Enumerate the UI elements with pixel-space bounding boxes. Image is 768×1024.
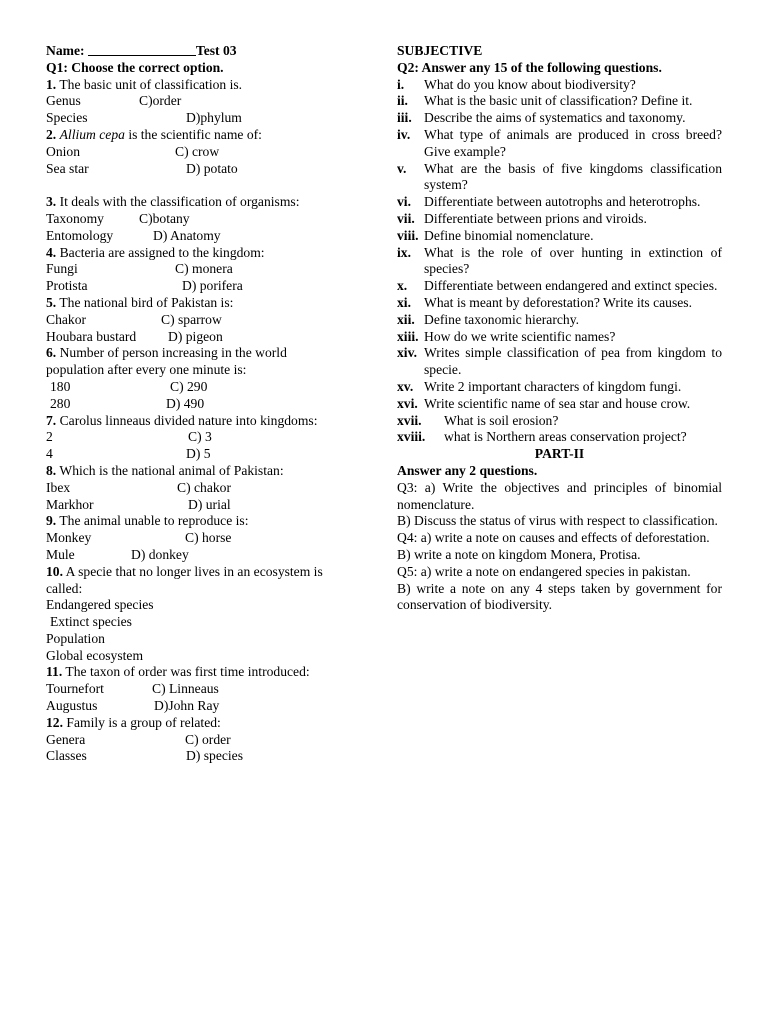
q2-heading: Q2: Answer any 15 of the following questions. (397, 59, 662, 75)
mcq-list (46, 77, 364, 766)
question-text: The taxon of order was first time introduced: (65, 664, 310, 680)
option[interactable]: 2 (46, 429, 53, 445)
option[interactable]: Houbara bustard (46, 328, 137, 344)
option[interactable]: C) 290 (170, 378, 208, 394)
option[interactable]: Species (46, 110, 88, 126)
question-stem (46, 245, 364, 262)
option-row (46, 211, 364, 228)
option-row (46, 396, 364, 413)
short-question-number: iii. (397, 110, 412, 126)
option[interactable]: Genus (46, 93, 81, 109)
option[interactable]: D) urial (188, 496, 231, 512)
option[interactable]: Markhor (46, 496, 94, 512)
short-question-text: What is the basic unit of classification? Define it. (424, 93, 693, 109)
short-question-number: xvi. (397, 395, 418, 411)
short-question-list (397, 77, 722, 447)
question-text: Carolus linneaus divided nature into kingdoms: (59, 412, 318, 428)
option[interactable]: 180 (50, 378, 71, 394)
option-row (46, 446, 364, 463)
option[interactable]: Fungi (46, 261, 78, 277)
short-question (397, 345, 722, 379)
short-question (397, 295, 722, 312)
short-question-text: Differentiate between autotrophs and heterotrophs. (424, 194, 701, 210)
option-row (46, 329, 364, 346)
question-number: 12. (46, 714, 63, 730)
question-text: is the scientific name of: (124, 126, 262, 142)
question-stem (46, 345, 364, 362)
short-question-text: Write 2 important characters of kingdom fungi. (424, 378, 682, 394)
option[interactable]: Population (46, 630, 105, 646)
option[interactable]: C) 3 (188, 429, 212, 445)
option[interactable]: D)phylum (186, 110, 242, 126)
option[interactable]: Entomology (46, 227, 114, 243)
short-question-text: What is soil erosion? (444, 412, 559, 428)
option[interactable]: Chakor (46, 311, 87, 327)
question-text: Family is a group of related: (66, 714, 221, 730)
option[interactable]: Protista (46, 278, 88, 294)
option-row (46, 698, 364, 715)
question-stem (46, 463, 364, 480)
short-question-number: ix. (397, 244, 411, 260)
option[interactable]: C) sparrow (161, 311, 222, 327)
question-number: 4. (46, 244, 57, 260)
question-stem (46, 127, 364, 144)
short-question-text: Describe the aims of systematics and taxonomy. (424, 110, 686, 126)
short-question-number: xviii. (397, 429, 426, 445)
option[interactable]: D) porifera (182, 278, 243, 294)
name-label: Name: (46, 43, 85, 58)
short-question (397, 429, 722, 446)
question-number: 7. (46, 412, 57, 428)
question-text-cont: called: (46, 580, 83, 596)
question-italic: Allium cepa (59, 126, 125, 142)
short-question-number: vii. (397, 210, 415, 226)
question-number: 8. (46, 462, 57, 478)
option[interactable]: D) Anatomy (153, 227, 221, 243)
question-text: The animal unable to reproduce is: (59, 513, 249, 529)
long-question: B) write a note on kingdom Monera, Protisa. (397, 546, 641, 562)
short-question-text: What are the basis of five kingdoms classification system? (424, 160, 722, 193)
option[interactable]: Extinct species (50, 614, 132, 630)
long-question: Q3: a) Write the objectives and principles of binomial nomenclature. (397, 479, 722, 512)
option[interactable]: Endangered species (46, 597, 154, 613)
option-row (46, 161, 364, 178)
short-question-number: xvii. (397, 412, 422, 428)
option-row (46, 379, 364, 396)
question-text: Number of person increasing in the world (59, 345, 287, 361)
long-question: Q4: a) write a note on causes and effects of deforestation. (397, 530, 710, 546)
option-row (46, 732, 364, 749)
short-question-number: ii. (397, 93, 408, 109)
option-row (46, 261, 364, 278)
short-question-text: How do we write scientific names? (424, 328, 616, 344)
short-question-text: Define taxonomic hierarchy. (424, 311, 580, 327)
option[interactable]: Taxonomy (46, 210, 104, 226)
option-row (46, 681, 364, 698)
short-question-text: what is Northern areas conservation project? (444, 429, 687, 445)
short-question-number: xv. (397, 378, 414, 394)
option[interactable]: D) 490 (166, 395, 205, 411)
long-question: Q5: a) write a note on endangered species in pakistan. (397, 563, 691, 579)
short-question-text: Writes simple classification of pea from kingdom to specie. (424, 345, 722, 378)
name-blank[interactable] (88, 43, 196, 56)
short-question-number: xiv. (397, 345, 418, 361)
option[interactable]: D) potato (186, 160, 238, 176)
short-question-text: Define binomial nomenclature. (424, 227, 594, 243)
question-stem (46, 413, 364, 430)
short-question-text: What is the role of over hunting in extinction of species? (424, 244, 722, 277)
long-question-list (397, 480, 722, 614)
question-number: 1. (46, 76, 57, 92)
option-row (46, 748, 364, 765)
short-question (397, 312, 722, 329)
question-text: Bacteria are assigned to the kingdom: (59, 244, 265, 260)
short-question (397, 110, 722, 127)
question-text: The basic unit of classification is. (59, 76, 243, 92)
short-question-number: v. (397, 160, 407, 176)
question-text-cont: population after every one minute is: (46, 362, 247, 378)
question-stem (46, 513, 364, 530)
option[interactable]: C) chakor (177, 479, 231, 495)
question-text: The national bird of Pakistan is: (59, 294, 234, 310)
q1-heading: Q1: Choose the correct option. (46, 59, 224, 75)
long-question: B) Discuss the status of virus with respect to classification. (397, 513, 718, 529)
long-question: B) write a note on any 4 steps taken by government for conservation of biodiversity. (397, 580, 722, 613)
option[interactable]: Sea star (46, 160, 89, 176)
option-row (46, 480, 364, 497)
option[interactable]: C) Linneaus (152, 681, 219, 697)
option-row (46, 547, 364, 564)
question-number: 11. (46, 664, 63, 680)
question-stem (46, 715, 364, 732)
option[interactable]: C) horse (185, 530, 232, 546)
option[interactable]: D) pigeon (168, 328, 223, 344)
short-question-text: What type of animals are produced in cross breed? Give example? (424, 126, 722, 159)
question-stem (46, 295, 364, 312)
short-question (397, 413, 722, 430)
option[interactable]: Monkey (46, 530, 92, 546)
option[interactable]: C)botany (139, 210, 190, 226)
part2-heading: Answer any 2 questions. (397, 462, 538, 478)
option-row (46, 312, 364, 329)
option[interactable]: C) monera (175, 261, 233, 277)
question-text: Which is the national animal of Pakistan: (59, 462, 284, 478)
short-question (397, 278, 722, 295)
name-line (46, 43, 364, 60)
short-question-number: xii. (397, 311, 415, 327)
question-number: 6. (46, 345, 57, 361)
short-question-number: iv. (397, 126, 411, 142)
option[interactable]: C) order (185, 731, 231, 747)
test-label: Test 03 (195, 43, 237, 58)
spacer (46, 177, 364, 194)
option-row (46, 110, 364, 127)
short-question-number: vi. (397, 194, 411, 210)
question-number: 3. (46, 194, 57, 210)
short-question (397, 228, 722, 245)
option[interactable]: Global ecosystem (46, 647, 144, 663)
option[interactable]: 4 (46, 446, 53, 462)
question-stem (46, 664, 364, 681)
short-question (397, 379, 722, 396)
option[interactable]: D) species (186, 748, 243, 764)
short-question (397, 211, 722, 228)
short-question-text: Write scientific name of sea star and house crow. (424, 395, 691, 411)
short-question-text: Differentiate between endangered and extinct species. (424, 278, 718, 294)
option[interactable]: Genera (46, 731, 86, 747)
short-question (397, 329, 722, 346)
option[interactable]: Augustus (46, 698, 98, 714)
short-question (397, 245, 722, 279)
option-row (46, 278, 364, 295)
short-question (397, 127, 722, 161)
short-question-text: What do you know about biodiversity? (424, 76, 636, 92)
option-row (46, 530, 364, 547)
subjective-column (397, 43, 722, 614)
question-number: 10. (46, 563, 63, 579)
option-row (46, 497, 364, 514)
question-stem (46, 564, 364, 581)
option[interactable]: D) donkey (131, 546, 189, 562)
option[interactable]: Onion (46, 143, 80, 159)
option[interactable]: D)John Ray (154, 698, 220, 714)
short-question-number: x. (397, 278, 408, 294)
option-row (46, 93, 364, 110)
question-number: 2. (46, 126, 57, 142)
objective-column (46, 43, 364, 765)
option[interactable]: C) crow (175, 143, 220, 159)
short-question-number: i. (397, 76, 405, 92)
option[interactable]: D) 5 (186, 446, 211, 462)
short-question-number: xiii. (397, 328, 419, 344)
option[interactable]: Ibex (46, 479, 71, 495)
short-question (397, 161, 722, 195)
subjective-title: SUBJECTIVE (397, 43, 483, 58)
short-question-number: viii. (397, 227, 419, 243)
option[interactable]: 280 (50, 395, 71, 411)
option[interactable]: Tournefort (46, 681, 104, 697)
question-text: It deals with the classification of organisms: (59, 194, 300, 210)
short-question (397, 194, 722, 211)
option[interactable]: Classes (46, 748, 87, 764)
option-row (46, 429, 364, 446)
question-stem (46, 194, 364, 211)
question-stem (46, 77, 364, 94)
option-row (46, 144, 364, 161)
question-number: 5. (46, 294, 57, 310)
option[interactable]: C)order (139, 93, 182, 109)
option[interactable]: Mule (46, 546, 75, 562)
short-question (397, 77, 722, 94)
question-text: A specie that no longer lives in an ecosystem is (65, 563, 323, 579)
part2-title: PART-II (534, 446, 585, 462)
short-question-number: xi. (397, 294, 411, 310)
short-question-text: Differentiate between prions and viroids. (424, 210, 647, 226)
question-number: 9. (46, 513, 57, 529)
option-row (46, 228, 364, 245)
short-question-text: What is meant by deforestation? Write its causes. (424, 294, 692, 310)
short-question (397, 93, 722, 110)
short-question (397, 396, 722, 413)
